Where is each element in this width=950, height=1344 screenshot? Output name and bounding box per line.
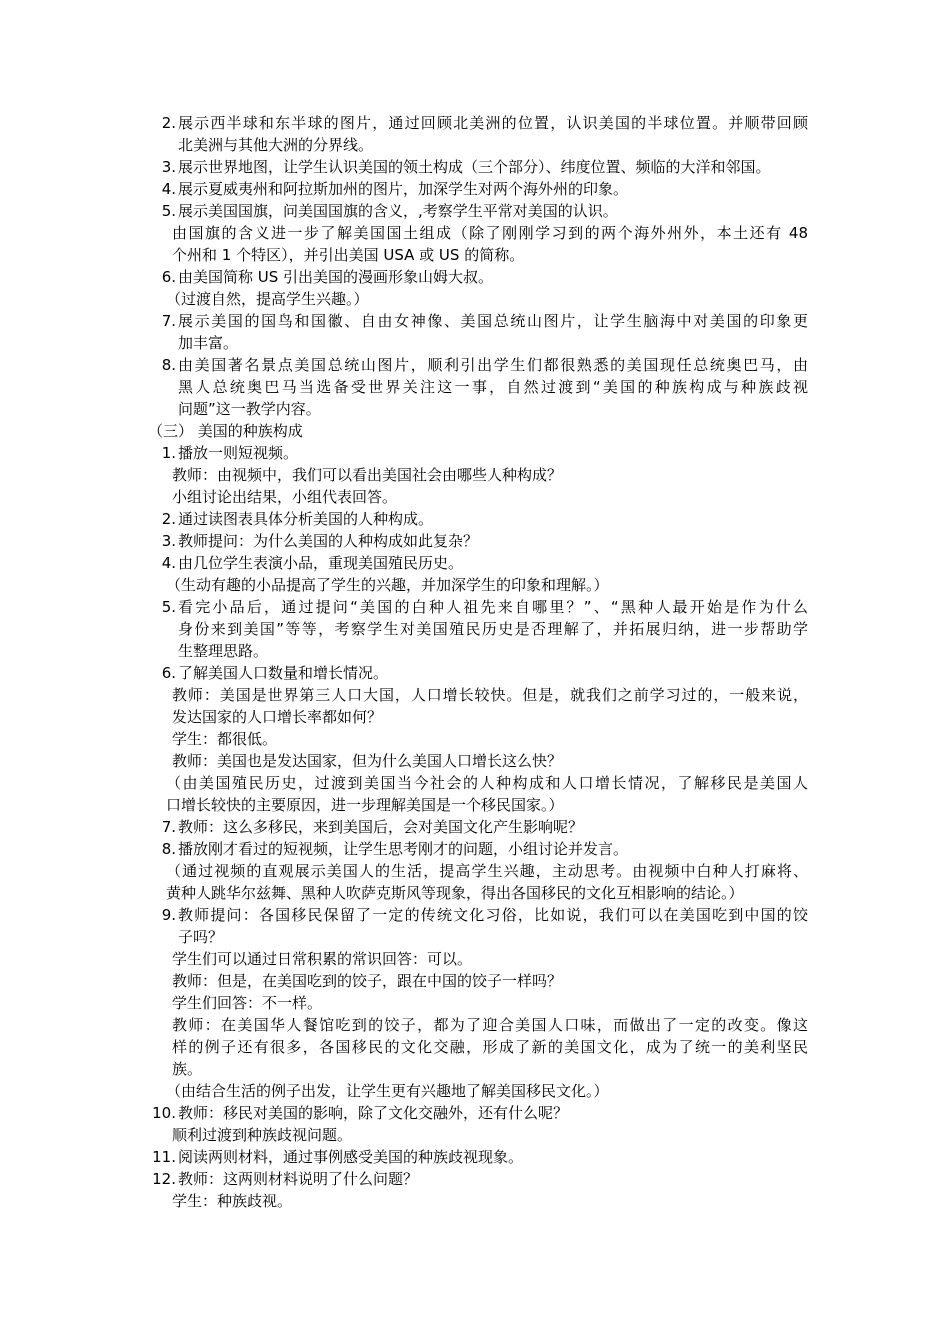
- list-item: [0, 178, 950, 200]
- paragraph: [0, 684, 950, 728]
- list-number: 7.: [161, 312, 176, 330]
- paragraph-line: 教师：但是，在美国吃到的饺子，跟在中国的饺子一样吗？: [172, 972, 563, 990]
- list-item: [0, 904, 950, 948]
- paragraph: [0, 288, 950, 310]
- list-item-line: 阅读两则材料，通过事例感受美国的种族歧视现象。: [178, 1148, 524, 1166]
- paragraph-line: 教师：由视频中，我们可以看出美国社会由哪些人种构成？: [172, 466, 563, 484]
- list-item: [0, 442, 950, 464]
- list-item: [0, 838, 950, 860]
- list-item-line: 由美国著名景点美国总统山图片，顺利引出学生们都很熟悉的美国现任总统奥巴马，由: [178, 356, 808, 374]
- paragraph: [0, 860, 950, 904]
- list-item-line: 展示世界地图，让学生认识美国的领土构成（三个部分）、纬度位置、频临的大洋和邻国。: [178, 158, 771, 176]
- list-item-line: 由几位学生表演小品，重现美国殖民历史。: [178, 554, 464, 572]
- paragraph: [0, 1014, 950, 1080]
- list-item-line: 生整理思路。: [178, 642, 269, 660]
- list-item-line: 教师提问：各国移民保留了一定的传统文化习俗，比如说，我们可以在美国吃到中国的饺: [178, 906, 808, 924]
- list-number: 5.: [161, 202, 176, 220]
- list-item-line: 北美洲与其他大洲的分界线。: [178, 136, 374, 154]
- list-item-line: 通过读图表具体分析美国的人种构成。: [178, 510, 434, 528]
- list-item: [0, 596, 950, 662]
- list-item-line: 教师提问：为什么美国的人种构成如此复杂？: [178, 532, 479, 550]
- list-number: 10.: [152, 1104, 176, 1122]
- paragraph-line: （通过视频的直观展示美国人的生活，提高学生兴趣，主动思考。由视频中白种人打麻将、: [166, 862, 808, 880]
- list-item: [0, 530, 950, 552]
- paragraph-line: （由结合生活的例子出发，让学生更有兴趣地了解美国移民文化。）: [166, 1082, 609, 1100]
- paragraph-line: 学生们可以通过日常积累的常识回答：可以。: [172, 950, 473, 968]
- paragraph: [0, 486, 950, 508]
- paragraph: [0, 750, 950, 772]
- paragraph: [0, 1124, 950, 1146]
- list-item-line: 加丰富。: [178, 334, 239, 352]
- list-item: [0, 1146, 950, 1168]
- paragraph: [0, 574, 950, 596]
- paragraph-line: 族。: [172, 1060, 203, 1078]
- list-number: 6.: [161, 664, 176, 682]
- list-item-line: 展示西半球和东半球的图片，通过回顾北美洲的位置，认识美国的半球位置。并顺带回顾: [178, 114, 808, 132]
- list-item: [0, 1168, 950, 1190]
- list-item-line: 身份来到美国”等等，考察学生对美国殖民历史是否理解了，并拓展归纳，进一步帮助学: [178, 620, 808, 638]
- document-body: [0, 112, 950, 1212]
- list-item: [0, 354, 950, 420]
- list-item: [0, 662, 950, 684]
- list-item-line: 展示美国国旗，问美国国旗的含义，,考察学生平常对美国的认识。: [178, 202, 618, 220]
- paragraph-line: （过渡自然，提高学生兴趣。）: [166, 290, 369, 308]
- list-item-line: 教师：这两则材料说明了什么问题？: [178, 1170, 419, 1188]
- list-item: [0, 156, 950, 178]
- paragraph: [0, 992, 950, 1014]
- list-item-line: 教师：移民对美国的影响，除了文化交融外，还有什么呢？: [178, 1104, 569, 1122]
- paragraph-line: 学生：种族歧视。: [172, 1192, 293, 1210]
- list-number: 4.: [161, 554, 176, 572]
- section-heading-text: （三） 美国的种族构成: [148, 422, 303, 440]
- list-item-line: 了解美国人口数量和增长情况。: [178, 664, 389, 682]
- paragraph: [0, 728, 950, 750]
- list-item-line: 展示美国的国鸟和国徽、自由女神像、美国总统山图片，让学生脑海中对美国的印象更: [178, 312, 808, 330]
- list-number: 2.: [161, 114, 176, 132]
- paragraph-line: 学生：都很低。: [172, 730, 278, 748]
- list-item: [0, 310, 950, 354]
- paragraph-line: 由国旗的含义进一步了解美国国土组成（除了刚刚学习到的两个海外州外，本土还有 48: [172, 224, 808, 242]
- list-number: 7.: [161, 818, 176, 836]
- paragraph-line: 个州和 1 个特区），并引出美国 USA 或 US 的简称。: [172, 246, 525, 264]
- list-item-line: 播放刚才看过的短视频，让学生思考刚才的问题，小组讨论并发言。: [178, 840, 629, 858]
- list-number: 2.: [161, 510, 176, 528]
- list-number: 3.: [161, 532, 176, 550]
- paragraph-line: （由美国殖民历史，过渡到美国当今社会的人种构成和人口增长情况，了解移民是美国人: [166, 774, 808, 792]
- paragraph-line: 样的例子还有很多，各国移民的文化交融，形成了新的美国文化，成为了统一的美利坚民: [172, 1038, 808, 1056]
- list-item: [0, 112, 950, 156]
- list-number: 6.: [161, 268, 176, 286]
- list-item-line: 问题”这一教学内容。: [178, 400, 321, 418]
- paragraph: [0, 948, 950, 970]
- paragraph-line: 黄种人跳华尔兹舞、黑种人吹萨克斯风等现象，得出各国移民的文化互相影响的结论。）: [166, 884, 744, 902]
- paragraph: [0, 222, 950, 266]
- list-number: 8.: [161, 840, 176, 858]
- paragraph-line: 学生们回答：不一样。: [172, 994, 323, 1012]
- paragraph: [0, 464, 950, 486]
- paragraph-line: 小组讨论出结果，小组代表回答。: [172, 488, 398, 506]
- list-item-line: 看完小品后，通过提问“美国的白种人祖先来自哪里？”、“黑种人最开始是作为什么: [178, 598, 808, 616]
- paragraph-line: 口增长较快的主要原因，进一步理解美国是一个移民国家。）: [166, 796, 564, 814]
- paragraph-line: 教师：美国是世界第三人口大国，人口增长较快。但是，就我们之前学习过的，一般来说，: [172, 686, 808, 704]
- list-item-line: 由美国简称 US 引出美国的漫画形象山姆大叔。: [178, 268, 494, 286]
- paragraph: [0, 772, 950, 816]
- paragraph-line: 教师：在美国华人餐馆吃到的饺子，都为了迎合美国人口味，而做出了一定的改变。像这: [172, 1016, 808, 1034]
- list-number: 11.: [152, 1148, 176, 1166]
- list-item: [0, 552, 950, 574]
- paragraph: [0, 970, 950, 992]
- paragraph: [0, 1080, 950, 1102]
- section-heading: [0, 420, 950, 442]
- paragraph-line: 教师：美国也是发达国家，但为什么美国人口增长这么快？: [172, 752, 563, 770]
- paragraph-line: 顺利过渡到种族歧视问题。: [172, 1126, 353, 1144]
- paragraph: [0, 1190, 950, 1212]
- list-number: 8.: [161, 356, 176, 374]
- list-item: [0, 508, 950, 530]
- list-item: [0, 200, 950, 222]
- list-item-line: 黑人总统奥巴马当选备受世界关注这一事，自然过渡到“美国的种族构成与种族歧视: [178, 378, 808, 396]
- list-number: 1.: [161, 444, 176, 462]
- list-number: 9.: [161, 906, 176, 924]
- paragraph-line: （生动有趣的小品提高了学生的兴趣，并加深学生的印象和理解。）: [166, 576, 609, 594]
- list-item: [0, 1102, 950, 1124]
- list-item: [0, 816, 950, 838]
- list-item-line: 教师：这么多移民，来到美国后，会对美国文化产生影响呢？: [178, 818, 584, 836]
- list-number: 12.: [152, 1170, 176, 1188]
- list-item: [0, 266, 950, 288]
- paragraph-line: 发达国家的人口增长率都如何？: [172, 708, 383, 726]
- list-item-line: 展示夏威夷州和阿拉斯加州的图片，加深学生对两个海外州的印象。: [178, 180, 629, 198]
- list-number: 5.: [161, 598, 176, 616]
- list-number: 3.: [161, 158, 176, 176]
- list-number: 4.: [161, 180, 176, 198]
- list-item-line: 播放一则短视频。: [178, 444, 299, 462]
- list-item-line: 子吗？: [178, 928, 224, 946]
